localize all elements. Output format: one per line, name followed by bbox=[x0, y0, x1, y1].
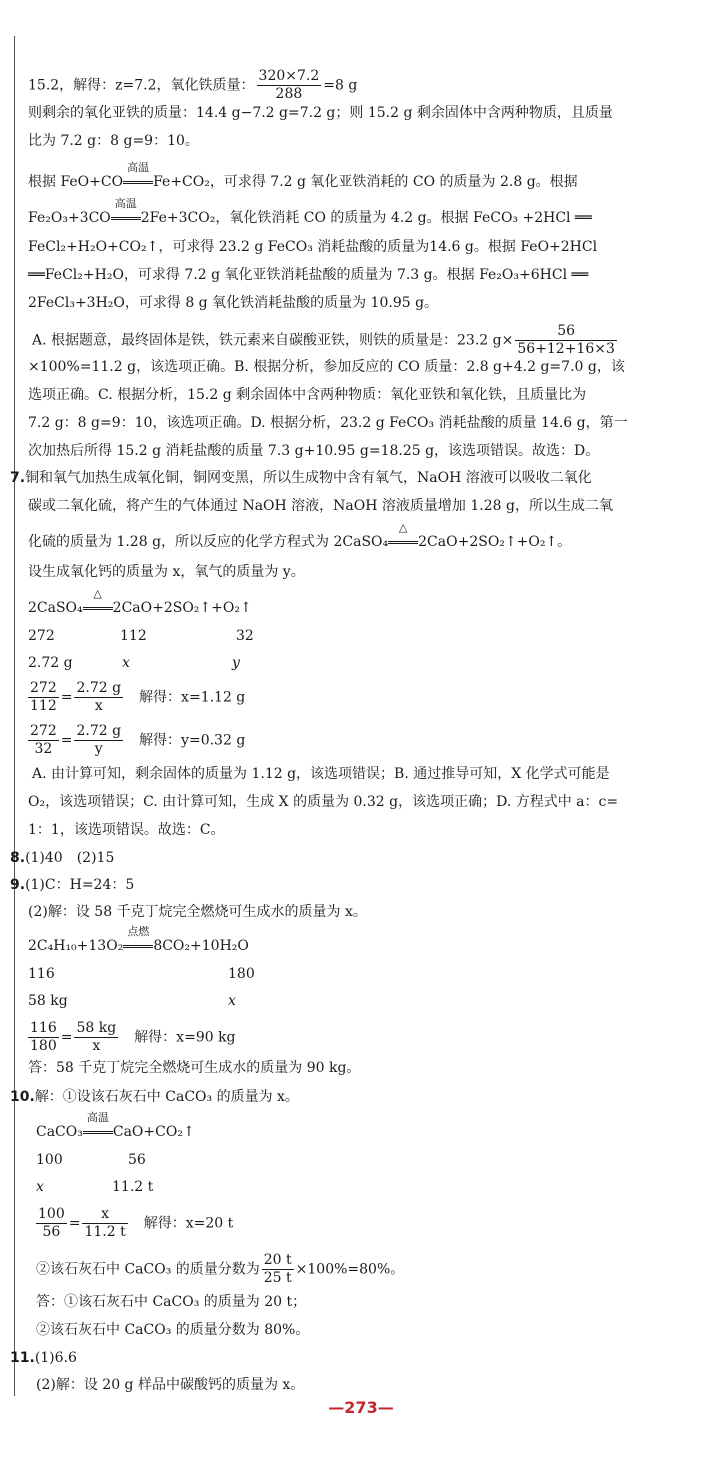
text-line: (2)解：设 20 g 样品中碳酸钙的质量为 x。 bbox=[36, 1377, 305, 1393]
mass-value: 112 bbox=[120, 628, 147, 644]
mass-value: 180 bbox=[228, 966, 255, 982]
mass-value: 116 bbox=[28, 966, 55, 982]
text-line: 答：58 千克丁烷完全燃烧可生成水的质量为 90 kg。 bbox=[28, 1060, 361, 1076]
proportion-line: $\frac{272}{112}$ = $\frac{2.72 g}{x}$ 解得：x=1.12 g bbox=[30, 680, 246, 714]
question-number: 11. bbox=[10, 1350, 35, 1366]
text-line: (2)解：设 58 千克丁烷完全燃烧可生成水的质量为 x。 bbox=[28, 904, 367, 920]
question-number: 9. bbox=[10, 877, 26, 893]
question-8: 8.(1)40 (2)15 bbox=[10, 850, 115, 866]
mass-value: x bbox=[122, 655, 130, 671]
text-line: 1：1，该选项错误。故选：C。 bbox=[28, 822, 225, 838]
text-line: 选项正确。C. 根据分析，15.2 g 剩余固体中含两种物质：氧化亚铁和氧化铁，且质量比为 bbox=[28, 387, 587, 403]
text-line: ②该石灰石中 CaCO₃ 的质量分数为 $\frac{20 t}{25 t}$ ×100%=80%。 bbox=[36, 1252, 405, 1286]
text-line: 碳或二氧化硫，将产生的气体通过 NaOH 溶液，NaOH 溶液质量增加 1.28 g，所以生成二氧 bbox=[28, 498, 613, 514]
equation-line: 2CaSO₄ △ 2CaO+2SO₂↑+O₂↑ bbox=[28, 587, 252, 616]
text-line: FeCl₂+H₂O+CO₂↑，可求得 23.2 g FeCO₃ 消耗盐酸的质量为14.6 g。根据 FeO+2HCl bbox=[28, 239, 598, 255]
text-line: ×100%=11.2 g，该选项正确。B. 根据分析，参加反应的 CO 质量：2.8 g+4.2 g=7.0 g，该 bbox=[28, 359, 625, 375]
mass-value: 2.72 g bbox=[28, 655, 73, 671]
proportion-line: $\frac{116}{180}$ = $\frac{58 kg}{x}$ 解得：x=90 kg bbox=[30, 1020, 236, 1054]
mass-value: 272 bbox=[28, 628, 55, 644]
mass-value: x bbox=[36, 1179, 44, 1195]
equation-line: CaCO₃ 高温 CaO+CO₂↑ bbox=[36, 1111, 195, 1140]
proportion-line: $\frac{272}{32}$ = $\frac{2.72 g}{y}$ 解得：y=0.32 g bbox=[30, 723, 246, 757]
page-number: —273— bbox=[328, 1398, 394, 1417]
margin-rule bbox=[14, 36, 15, 1396]
question-10: 10.解：①设该石灰石中 CaCO₃ 的质量为 x。 bbox=[10, 1089, 299, 1105]
text-line: 比为 7.2 g：8 g=9：10。 bbox=[28, 133, 199, 149]
text-line: 答：①该石灰石中 CaCO₃ 的质量为 20 t； bbox=[36, 1294, 307, 1310]
mass-value: x bbox=[228, 993, 236, 1009]
equation-line: 化硫的质量为 1.28 g，所以反应的化学方程式为 2CaSO₄ △ 2CaO+2SO₂↑+O₂↑。 bbox=[28, 521, 572, 550]
mass-value: 32 bbox=[236, 628, 254, 644]
mass-value: 58 kg bbox=[28, 993, 68, 1009]
equation-line: 2C₄H₁₀+13O₂ 点燃 8CO₂+10H₂O bbox=[28, 925, 249, 954]
mass-value: 100 bbox=[36, 1152, 63, 1168]
equation-line: 根据 FeO+CO 高温 Fe+CO₂，可求得 7.2 g 氧化亚铁消耗的 CO 的质量为 2.8 g。根据 bbox=[28, 161, 578, 190]
text-line: A. 根据题意，最终固体是铁，铁元素来自碳酸亚铁，则铁的质量是：23.2 g× $\frac{56}{56+12+16\times 3}$ bbox=[32, 323, 615, 357]
question-number: 10. bbox=[10, 1089, 35, 1105]
text-line: O₂，该选项错误；C. 由计算可知，生成 X 的质量为 0.32 g，该选项正确；D. 方程式中 a：c= bbox=[28, 794, 619, 810]
equation-line: Fe₂O₃+3CO 高温 2Fe+3CO₂，氧化铁消耗 CO 的质量为 4.2 g。根据 FeCO₃ +2HCl ══ bbox=[28, 197, 592, 226]
mass-value: 56 bbox=[128, 1152, 146, 1168]
text-line: 次加热后所得 15.2 g 消耗盐酸的质量 7.3 g+10.95 g=18.25 g，该选项错误。故选：D。 bbox=[28, 443, 600, 459]
mass-value: 11.2 t bbox=[112, 1179, 154, 1195]
mass-value: y bbox=[232, 655, 240, 671]
text-line: ══FeCl₂+H₂O，可求得 7.2 g 氧化亚铁消耗盐酸的质量为 7.3 g。根据 Fe₂O₃+6HCl ══ bbox=[28, 267, 589, 283]
question-11: 11.(1)6.6 bbox=[10, 1350, 77, 1366]
question-7: 7.铜和氧气加热生成氧化铜，铜网变黑，所以生成物中含有氧气，NaOH 溶液可以吸收二氧化 bbox=[10, 470, 592, 486]
text-line: 设生成氧化钙的质量为 x，氧气的质量为 y。 bbox=[28, 564, 305, 580]
text-line: 2FeCl₃+3H₂O，可求得 8 g 氧化铁消耗盐酸的质量为 10.95 g。 bbox=[28, 295, 439, 311]
question-number: 8. bbox=[10, 850, 26, 866]
question-9: 9.(1)C：H=24：5 bbox=[10, 877, 135, 893]
proportion-line: $\frac{100}{56}$ = $\frac{x}{11.2 t}$ 解得：x=20 t bbox=[38, 1206, 234, 1240]
text-line: 15.2，解得：z=7.2，氧化铁质量： $\frac{320\times 7.2}{288}$ =8 g bbox=[28, 68, 358, 102]
text-line: 7.2 g：8 g=9：10，该选项正确。D. 根据分析，23.2 g FeCO₃ 消耗盐酸的质量 14.6 g，第一 bbox=[28, 415, 628, 431]
text-line: 则剩余的氧化亚铁的质量：14.4 g−7.2 g=7.2 g；则 15.2 g 剩余固体中含两种物质，且质量 bbox=[28, 105, 613, 121]
question-number: 7. bbox=[10, 470, 26, 486]
text-line: ②该石灰石中 CaCO₃ 的质量分数为 80%。 bbox=[36, 1322, 310, 1338]
text-line: A. 由计算可知，剩余固体的质量为 1.12 g，该选项错误；B. 通过推导可知，X 化学式可能是 bbox=[32, 766, 610, 782]
